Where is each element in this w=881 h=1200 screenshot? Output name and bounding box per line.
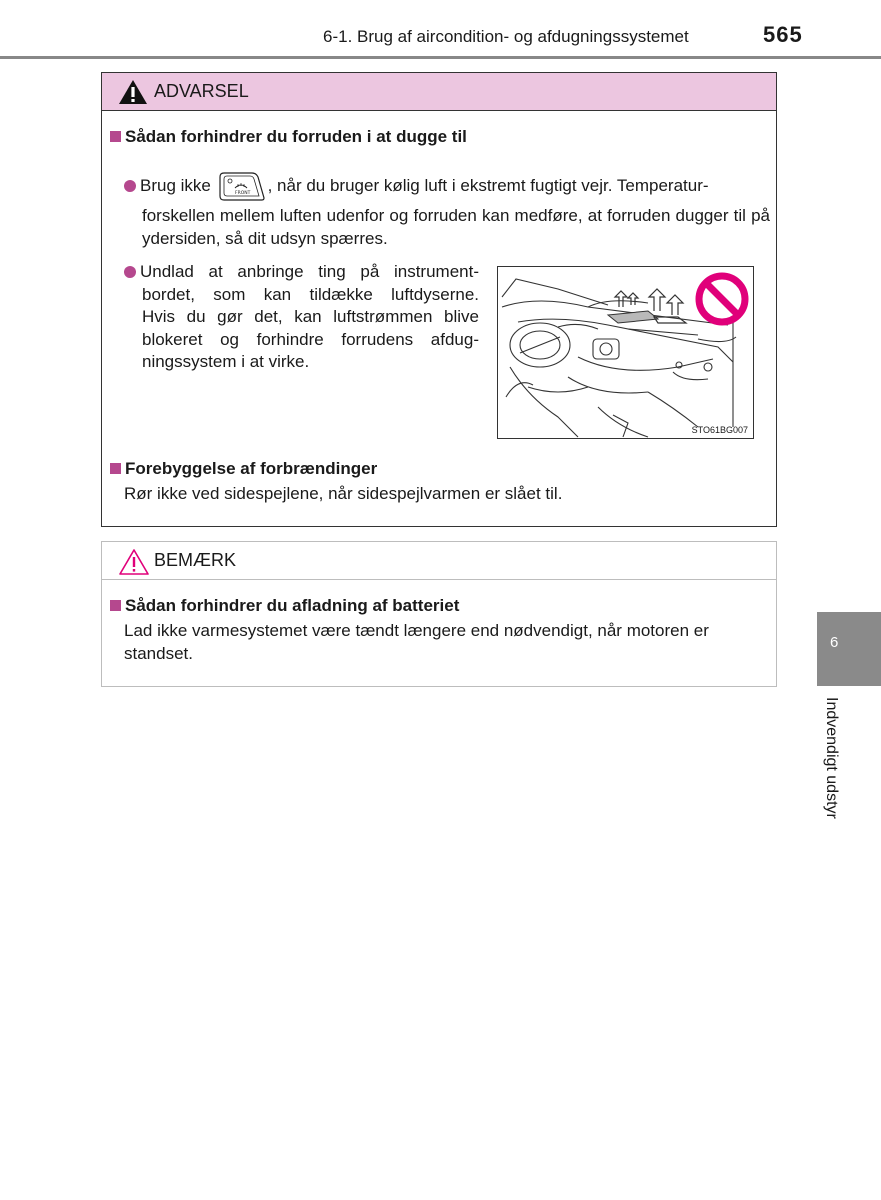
header-divider	[0, 56, 881, 59]
section-heading-fog: Sådan forhindrer du forruden i at dugge til	[110, 127, 467, 147]
warning-header	[102, 73, 776, 111]
bullet-defroster: Brug ikke FRONT , når du bruger kølig luft i ekstremt fugtigt vejr. Temperatur-	[124, 171, 770, 201]
section-heading-burns: Forebyggelse af forbrændinger	[110, 459, 377, 479]
note-label: BEMÆRK	[154, 550, 237, 570]
warning-box: ADVARSEL Sådan forhindrer du forruden i at dugge til Brug ikke FRONT , når du bruger kølig luft i ekstremt fugtigt vejr. Temperatur- forskellen mellem luften udenfor og forruden kan medføre, at forruden dugger til på ydersiden, så dit udsyn spærres. Undlad at anbringe ting på instrument- bordet, som kan tildække luftdyserne. Hvis du gør det, kan luftstrømmen blive blokeret og forhindre forrudens afdug- ningssystem i at virke. STO61BG007 Forebyggelse af forbrændinger Rør ikke ved sidespejlene, når sidespejlvarmen er slået til.	[101, 72, 777, 527]
round-bullet-icon	[124, 180, 136, 192]
prohibition-icon	[699, 276, 745, 322]
figure-code: STO61BG007	[691, 425, 748, 435]
chapter-label: Indvendigt udstyr	[823, 697, 840, 819]
square-bullet-icon	[110, 463, 121, 474]
warning-label: ADVARSEL	[154, 81, 249, 101]
chapter-number: 6	[830, 634, 839, 651]
dashboard-drawing	[498, 267, 753, 438]
section-title: 6-1. Brug af aircondition- og afdugningssystemet	[323, 27, 689, 46]
dashboard-illustration	[497, 266, 754, 439]
burns-text: Rør ikke ved sidespejlene, når sidespejlvarmen er slået til.	[124, 484, 563, 503]
caution-triangle-icon	[118, 548, 150, 576]
battery-text: Lad ikke varmesystemet være tændt længere end nødvendigt, når motoren er standset.	[124, 621, 709, 663]
section-heading-battery: Sådan forhindrer du afladning af batteriet	[110, 596, 459, 616]
round-bullet-icon	[124, 266, 136, 278]
svg-text:FRONT: FRONT	[234, 191, 250, 196]
bullet-defroster-continuation: forskellen mellem luften udenfor og forruden kan medføre, at forruden dugger til på ydersiden, så dit udsyn spærres.	[142, 206, 770, 248]
page-number: 565	[763, 22, 803, 47]
note-box	[101, 541, 777, 687]
square-bullet-icon	[110, 131, 121, 142]
warning-triangle-icon	[118, 79, 148, 105]
chapter-tab	[817, 612, 881, 686]
front-defroster-button-icon	[218, 171, 266, 201]
note-header	[102, 542, 776, 580]
square-bullet-icon	[110, 600, 121, 611]
